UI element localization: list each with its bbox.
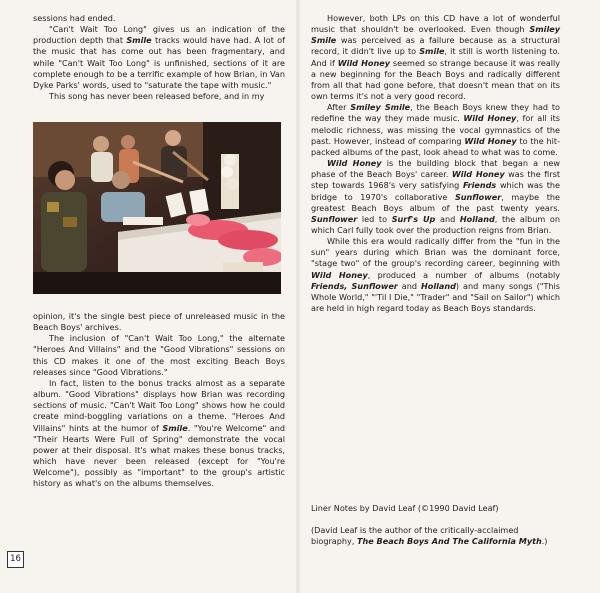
text-run: to the hit-packed albums of the past, look ahead to what was to come. <box>311 135 561 157</box>
text-run: led to <box>357 213 392 224</box>
paragraph <box>33 378 285 490</box>
text-run: was the first step towards 1968's very satisfying <box>311 169 560 191</box>
text-run: and <box>435 213 460 224</box>
studio-session-photo <box>33 122 281 294</box>
title-emphasis: Holland <box>420 280 456 291</box>
title-emphasis: Surf's Up <box>391 213 436 224</box>
title-emphasis: Wild Honey <box>337 57 390 68</box>
paragraph <box>33 311 285 333</box>
text-run: ) and many songs ("This Whole World," "'Til I Die," "Trader" and "Sail on Sailor") which are held in high regard today as Beach Boys standards. <box>311 280 561 314</box>
text-run: was perceived as a failure because as a structural record, it didn't live up to <box>311 35 560 57</box>
text-run: .) <box>541 536 548 547</box>
text-run: However, both LPs on this CD have a lot of wonderful music that shouldn't be overlooked. Even though <box>311 13 560 35</box>
paragraph <box>311 102 560 158</box>
title-emphasis: Wild Honey <box>464 135 517 146</box>
title-emphasis: Wild Honey <box>451 169 505 180</box>
right-column-text <box>311 13 560 314</box>
text-run: In fact, listen to the bonus tracks almost as a separate album. "Good Vibrations" displays how Brian was recording sections of music. "Can't Wait Too Long" shows how he could create mind-boggling variations on a theme. "Heroes And Villains" hints at the humor of <box>33 377 285 433</box>
page-number: 16 <box>7 551 24 568</box>
text-run: , the Beach Boys knew they had to redefine the way they made music. <box>311 102 560 124</box>
title-emphasis: Wild Honey <box>311 269 368 280</box>
title-emphasis: Sunflower <box>454 191 502 202</box>
text-run: which was the bridge to 1970's collaborative <box>311 180 560 202</box>
title-emphasis: Friends <box>462 180 497 191</box>
text-run: The inclusion of "Can't Wait Too Long," the alternate "Heroes And Villains" and the "Good Vibrations" sessions on this CD makes it one of the most exciting Beach Boys releases since "Good Vibrations." <box>33 333 285 377</box>
title-emphasis: Holland <box>459 213 495 224</box>
title-emphasis: Smile <box>126 35 152 46</box>
text-run: "Can't Wait Too Long" gives us an indication of the production depth that <box>33 24 285 46</box>
text-run: , the album on which Carl fully took over the production reigns from Brian. <box>311 213 560 235</box>
text-run: . "You're Welcome" and "Their Hearts Were Full of Spring" demonstrate the vocal power at their disposal. It's what makes these bonus tracks, which have never been released (except for "You're Welcome"), possibly as "important" to the group's artistic history as what's on the albums themselves. <box>33 422 286 489</box>
text-run: (David Leaf is the author of the critically-acclaimed biography, <box>311 525 519 547</box>
title-emphasis: Smile <box>419 46 445 57</box>
text-run: is the building block that began a new phase of the Beach Boys' career. <box>311 158 560 180</box>
text-run: Liner Notes by David Leaf (©1990 David Leaf) <box>311 503 499 513</box>
paragraph <box>311 503 563 514</box>
studio-photo-illustration <box>33 122 281 294</box>
title-emphasis: Smiley Smile <box>311 24 560 46</box>
title-emphasis: Smile <box>162 422 188 433</box>
left-column-top-text <box>33 13 285 102</box>
title-emphasis: Friends, Sunflower <box>311 280 398 291</box>
paragraph <box>33 13 285 24</box>
paragraph <box>311 13 560 102</box>
text-run: , for all its melodic richness, was missing the vocal gymnastics of the past. However, instead of comparing <box>311 113 560 146</box>
text-run: While this era would radically differ from the "fun in the sun" years during which Brian was the dominant force, "stage two" of the group's recording career, beginning with <box>311 236 560 269</box>
title-emphasis: Wild Honey <box>463 113 517 124</box>
liner-notes-credits <box>311 503 563 547</box>
paragraph <box>33 24 285 91</box>
title-emphasis: The Beach Boys And The California Myth <box>356 536 542 547</box>
text-run: and <box>397 280 421 291</box>
paragraph <box>311 525 563 547</box>
title-emphasis: Smiley Smile <box>350 102 411 113</box>
text-run: sessions had ended. <box>33 13 116 23</box>
page-gutter <box>296 0 300 593</box>
text-run: opinion, it's the single best piece of unreleased music in the Beach Boys' archives. <box>33 311 285 333</box>
title-emphasis: Sunflower <box>311 213 358 224</box>
text-run: , maybe the greatest Beach Boys album of the past twenty years. <box>311 191 560 213</box>
paragraph <box>33 333 285 378</box>
text-run: After <box>327 102 351 113</box>
title-emphasis: Wild Honey <box>327 158 382 169</box>
text-run: This song has never been released before, and in my <box>49 91 265 102</box>
paragraph <box>33 91 285 102</box>
text-run: seemed so strange because it was really a new beginning for the Beach Boys and radically different from all that had gone before, that doesn't mean that on its own terms it's not a very good record. <box>311 57 560 102</box>
paragraph <box>311 236 560 314</box>
text-run: tracks would have had. A lot of the music that has come out has been fragmentary, and while "Can't Wait Too Long" is unfinished, sections of it are complete enough to be a terrific example of how Brian, in Van Dyke Parks' words, used to "saturate the tape with music." <box>33 35 285 90</box>
left-column-bottom-text <box>33 311 285 490</box>
text-run: , it still is worth listening to. And if <box>311 46 560 68</box>
paragraph <box>311 158 560 236</box>
text-run: , produced a number of albums (notably <box>367 269 560 280</box>
